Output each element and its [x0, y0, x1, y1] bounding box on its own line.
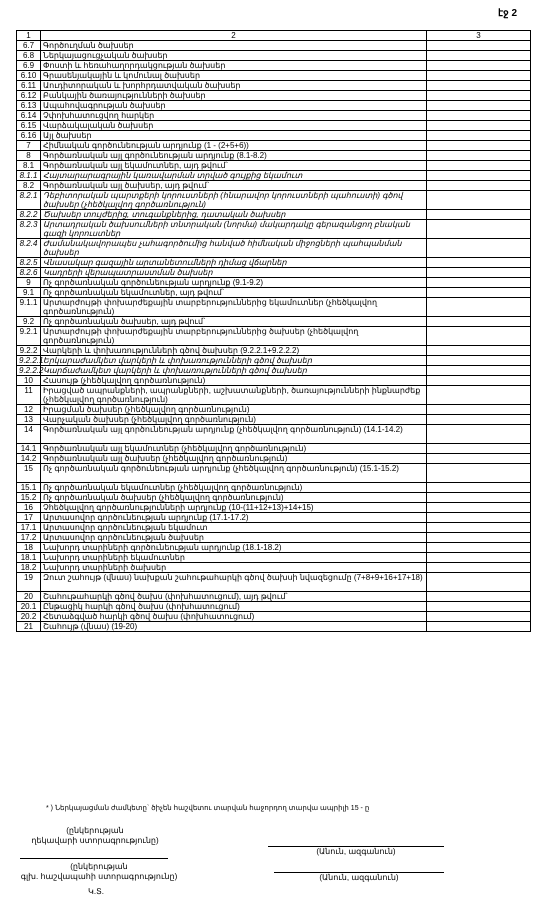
- row-value-cell[interactable]: [427, 622, 531, 632]
- row-value-cell[interactable]: [427, 191, 531, 210]
- row-code: 9: [17, 278, 41, 288]
- row-value-cell[interactable]: [427, 592, 531, 602]
- row-value-cell[interactable]: [427, 405, 531, 415]
- row-code: 20.2: [17, 612, 41, 622]
- row-description: Գործուղման ծախսեր: [41, 41, 427, 51]
- row-description: Աուդիտորական և խորհրդատվական ծախսեր: [41, 81, 427, 91]
- table-row: [17, 298, 531, 317]
- row-code: 19: [17, 573, 41, 592]
- accountant-signature-line: [20, 858, 168, 859]
- header-col-2: 2: [41, 31, 427, 41]
- table-row: [17, 415, 531, 425]
- table-row: [17, 493, 531, 503]
- row-value-cell[interactable]: [427, 444, 531, 454]
- footnote: * ) Ներկայացման ժամկետը` ծիչեն հաշվետու տարվան հաջորդող տարվա ապրիլի 15 - ը: [46, 805, 370, 812]
- table-row: [17, 483, 531, 493]
- table-header-row: [17, 31, 531, 41]
- header-col-3: 3: [427, 31, 531, 41]
- row-code: 17: [17, 513, 41, 523]
- row-code: 7: [17, 141, 41, 151]
- accountant-signature-label-line2: գլխ. հաշվապահի ստորագրությունը): [20, 872, 178, 881]
- row-code: 9.2.2: [17, 346, 41, 356]
- row-description: Հասույթ (չհեծկալվող գործառնություն): [41, 376, 427, 386]
- row-value-cell[interactable]: [427, 161, 531, 171]
- row-code: 6.9: [17, 61, 41, 71]
- row-description: Արտադրական ծախսումների տնտրական (նորմա) մակարդակը գերազանցող բնական գազի կորուստներ: [41, 220, 427, 239]
- table-row: [17, 543, 531, 553]
- row-code: 17.1: [17, 523, 41, 533]
- table-row: [17, 503, 531, 513]
- row-description: Ոչ գործառնական ծախսեր (չհեծկալվող գործառնություն): [41, 493, 427, 503]
- row-value-cell[interactable]: [427, 543, 531, 553]
- row-value-cell[interactable]: [427, 464, 531, 483]
- table-row: [17, 356, 531, 366]
- row-code: 6.13: [17, 101, 41, 111]
- table-row: [17, 346, 531, 356]
- row-code: 20.1: [17, 602, 41, 612]
- row-description: Ոչ գործառնական գործունեության արդյունք (չհեծկալվող գործառնություն) (15.1-15.2): [41, 464, 427, 483]
- row-value-cell[interactable]: [427, 327, 531, 346]
- row-description: Ոչ գործառնական ծախսեր, այդ թվում`: [41, 317, 427, 327]
- row-code: 14: [17, 425, 41, 444]
- row-value-cell[interactable]: [427, 101, 531, 111]
- row-code: 6.12: [17, 91, 41, 101]
- row-value-cell[interactable]: [427, 523, 531, 533]
- row-code: 18.1: [17, 553, 41, 563]
- row-value-cell[interactable]: [427, 268, 531, 278]
- row-value-cell[interactable]: [427, 513, 531, 523]
- row-description: Նախորդ տարիների ծախսեր: [41, 563, 427, 573]
- table-row: [17, 533, 531, 543]
- table-row: [17, 278, 531, 288]
- row-value-cell[interactable]: [427, 386, 531, 405]
- row-value-cell[interactable]: [427, 151, 531, 161]
- row-code: 8.2.2: [17, 210, 41, 220]
- row-description: Այլ ծախսեր: [41, 131, 427, 141]
- table-row: [17, 444, 531, 454]
- table-row: [17, 220, 531, 239]
- row-code: 9.2.2.1: [17, 356, 41, 366]
- row-code: 8.2.4: [17, 239, 41, 258]
- header-col-1: 1: [17, 31, 41, 41]
- row-description: Արտասովոր գործունեության արդյունք (17.1-17.2): [41, 513, 427, 523]
- row-description: Երկարաժամկետ վարկերի և փոխառությունների գծով ծախսեր: [41, 356, 427, 366]
- row-description: Նախորդ տարիների գործունեության արդյունք (18.1-18.2): [41, 543, 427, 553]
- row-code: 9.1.1: [17, 298, 41, 317]
- table-row: [17, 454, 531, 464]
- accountant-signature-label: [14, 862, 184, 882]
- row-code: 18.2: [17, 563, 41, 573]
- row-code: 6.16: [17, 131, 41, 141]
- table-row: [17, 101, 531, 111]
- table-row: [17, 210, 531, 220]
- row-value-cell[interactable]: [427, 366, 531, 376]
- head-name-label: (Անուն, ազգանուն): [316, 847, 396, 856]
- table-row: [17, 327, 531, 346]
- row-description: Շահույթ (վնաս) (19-20): [41, 622, 427, 632]
- row-code: 17.2: [17, 533, 41, 543]
- row-value-cell[interactable]: [427, 171, 531, 181]
- row-code: 8: [17, 151, 41, 161]
- row-code: 14.2: [17, 454, 41, 464]
- row-description: Արտարժույթի փոխարժեքային տարբերություններից ծախսեր (չհեծկալվող գործառնություն): [41, 327, 427, 346]
- row-value-cell[interactable]: [427, 573, 531, 592]
- row-code: 10: [17, 376, 41, 386]
- row-code: 15.1: [17, 483, 41, 493]
- row-value-cell[interactable]: [427, 602, 531, 612]
- row-description: Կարճաժամկետ վարկերի և փոխառությունների գծով ծախսեր: [41, 366, 427, 376]
- table-row: [17, 612, 531, 622]
- row-value-cell[interactable]: [427, 563, 531, 573]
- table-row: [17, 317, 531, 327]
- row-value-cell[interactable]: [427, 376, 531, 386]
- row-description: Գործառնական այլ գործունեության արդյունք (չհեծկալվող գործառնություն) (14.1-14.2): [41, 425, 427, 444]
- row-description: Գործառնական այլ ծախսեր (չհեծկալվող գործառնություն): [41, 454, 427, 464]
- row-code: 8.1.1: [17, 171, 41, 181]
- table-row: [17, 386, 531, 405]
- table-row: [17, 258, 531, 268]
- row-value-cell[interactable]: [427, 71, 531, 81]
- row-code: 9.1: [17, 288, 41, 298]
- row-code: 9.2: [17, 317, 41, 327]
- row-description: Գրասենյակային և կոմունալ ծախսեր: [41, 71, 427, 81]
- row-description: Արտասովոր գործունեության ծախսեր: [41, 533, 427, 543]
- row-code: 6.15: [17, 121, 41, 131]
- table-row: [17, 425, 531, 444]
- row-description: Վնասակար գազային արտանետումների դիմաց վճարներ: [41, 258, 427, 268]
- table-row: [17, 141, 531, 151]
- row-code: 14.1: [17, 444, 41, 454]
- row-description: Վարչական ծախսեր (չհեծկալվող գործառնություն): [41, 415, 427, 425]
- row-code: 11: [17, 386, 41, 405]
- row-description: Շահութահարկի գծով ծախս (փոխհատուցում), այդ թվում`: [41, 592, 427, 602]
- row-code: 8.2.6: [17, 268, 41, 278]
- row-code: 20: [17, 592, 41, 602]
- row-value-cell[interactable]: [427, 454, 531, 464]
- row-value-cell[interactable]: [427, 298, 531, 317]
- table-row: [17, 151, 531, 161]
- table-row: [17, 563, 531, 573]
- row-value-cell[interactable]: [427, 210, 531, 220]
- row-code: 12: [17, 405, 41, 415]
- stamp-place: Կ.Տ.: [88, 887, 104, 896]
- table-row: [17, 573, 531, 592]
- row-value-cell[interactable]: [427, 553, 531, 563]
- row-value-cell[interactable]: [427, 288, 531, 298]
- row-value-cell[interactable]: [427, 141, 531, 151]
- row-description: Ապահովագրության ծախսեր: [41, 101, 427, 111]
- row-description: Բանկային ծառայությունների ծախսեր: [41, 91, 427, 101]
- page-number: էջ 2: [498, 8, 518, 19]
- row-description: Գործառնական այլ եկամուտներ (չհեծկալվող գործառնություն): [41, 444, 427, 454]
- row-code: 8.2.5: [17, 258, 41, 268]
- row-description: Գործառնական այլ գործունեության արդյունք (8.1-8.2): [41, 151, 427, 161]
- accountant-name-label: (Անուն, ազգանուն): [319, 873, 399, 882]
- row-description: Փոստի և հեռահաղորդակցության ծախսեր: [41, 61, 427, 71]
- row-code: 6.8: [17, 51, 41, 61]
- head-signature-label-line1: (ընկերության: [66, 826, 124, 835]
- row-value-cell[interactable]: [427, 612, 531, 622]
- row-value-cell[interactable]: [427, 493, 531, 503]
- row-code: 8.2.3: [17, 220, 41, 239]
- table-row: [17, 71, 531, 81]
- table-row: [17, 81, 531, 91]
- row-code: 8.2.1: [17, 191, 41, 210]
- row-code: 18: [17, 543, 41, 553]
- row-code: 6.7: [17, 41, 41, 51]
- row-code: 8.2: [17, 181, 41, 191]
- table-row: [17, 376, 531, 386]
- row-value-cell[interactable]: [427, 346, 531, 356]
- row-value-cell[interactable]: [427, 61, 531, 71]
- table-row: [17, 239, 531, 258]
- row-value-cell[interactable]: [427, 220, 531, 239]
- row-description: Իրացված ապրանքների, ապրանքների, աշխատանքների, ծառայությունների ինքնարժեք (չհեծկալվող գործառնություն): [41, 386, 427, 405]
- table-row: [17, 553, 531, 563]
- head-signature-label: [20, 826, 170, 846]
- row-description: Հայտարարագրային կառավարման տրված գույքից եկամուտ: [41, 171, 427, 181]
- row-value-cell[interactable]: [427, 111, 531, 121]
- row-code: 15: [17, 464, 41, 483]
- row-description: Չհեծկալվող գործառնությունների արդյունք (10-(11+12+13)+14+15): [41, 503, 427, 513]
- table-row: [17, 51, 531, 61]
- row-value-cell[interactable]: [427, 51, 531, 61]
- table-row: [17, 464, 531, 483]
- row-value-cell[interactable]: [427, 356, 531, 366]
- row-value-cell[interactable]: [427, 415, 531, 425]
- row-description: Ոչ գործառնական եկամուտներ, այդ թվում`: [41, 288, 427, 298]
- table-row: [17, 91, 531, 101]
- row-value-cell[interactable]: [427, 239, 531, 258]
- row-code: 6.10: [17, 71, 41, 81]
- table-row: [17, 513, 531, 523]
- table-row: [17, 191, 531, 210]
- row-value-cell[interactable]: [427, 533, 531, 543]
- row-description: Իրացման ծախսեր (չհեծկալվող գործառնություն): [41, 405, 427, 415]
- accountant-signature-label-line1: (ընկերության: [70, 862, 128, 871]
- row-description: Նախորդ տարիների եկամուտներ: [41, 553, 427, 563]
- row-value-cell[interactable]: [427, 503, 531, 513]
- row-description: Հիմնական գործունեության արդյունք (1 - (2+5+6)): [41, 141, 427, 151]
- row-value-cell[interactable]: [427, 317, 531, 327]
- row-code: 8.1: [17, 161, 41, 171]
- table-row: [17, 171, 531, 181]
- row-value-cell[interactable]: [427, 278, 531, 288]
- row-code: 9.2.1: [17, 327, 41, 346]
- table-row: [17, 366, 531, 376]
- row-code: 21: [17, 622, 41, 632]
- row-description: Վարձակալական ծախսեր: [41, 121, 427, 131]
- table-row: [17, 523, 531, 533]
- row-description: Չփոխհատուցվող հարկեր: [41, 111, 427, 121]
- row-description: Ոչ գործառնական գործունեության արդյունք (9.1-9.2): [41, 278, 427, 288]
- table-row: [17, 288, 531, 298]
- row-description: Ներկայացուցչական ծախսեր: [41, 51, 427, 61]
- row-value-cell[interactable]: [427, 425, 531, 444]
- row-description: Վարկերի և փոխառությունների գծով ծախսեր (9.2.2.1+9.2.2.2): [41, 346, 427, 356]
- row-description: Կադրերի վերապատրաստման ծախսեր: [41, 268, 427, 278]
- row-description: Արտասովոր գործունեության եկամուտ: [41, 523, 427, 533]
- table-row: [17, 181, 531, 191]
- row-description: Գործառնական այլ ծախսեր, այդ թվում`: [41, 181, 427, 191]
- row-description: Ծախսեր տույժերից, տուգանքներից, դատական ծախսեր: [41, 210, 427, 220]
- row-value-cell[interactable]: [427, 91, 531, 101]
- row-code: 9.2.2.2: [17, 366, 41, 376]
- row-code: 15.2: [17, 493, 41, 503]
- row-description: Արտարժույթի փոխարժեքային տարբերություններից եկամուտներ (չհեծկալվող գործառնություն): [41, 298, 427, 317]
- financial-results-table: [16, 30, 531, 632]
- row-code: 6.14: [17, 111, 41, 121]
- table-row: [17, 268, 531, 278]
- row-description: Ընթացիկ հարկի գծով ծախս (փոխհատուցում): [41, 602, 427, 612]
- table-row: [17, 592, 531, 602]
- row-code: 6.11: [17, 81, 41, 91]
- table-row: [17, 161, 531, 171]
- table-row: [17, 131, 531, 141]
- row-value-cell[interactable]: [427, 181, 531, 191]
- row-description: Ոչ գործառնական եկամուտներ (չհեծկալվող գործառնություն): [41, 483, 427, 493]
- row-value-cell[interactable]: [427, 121, 531, 131]
- table-row: [17, 602, 531, 612]
- table-row: [17, 61, 531, 71]
- head-signature-label-line2: ղեկավարի ստորագրությունը): [31, 836, 159, 845]
- table-row: [17, 41, 531, 51]
- table-row: [17, 405, 531, 415]
- row-code: 13: [17, 415, 41, 425]
- row-value-cell[interactable]: [427, 81, 531, 91]
- row-value-cell[interactable]: [427, 41, 531, 51]
- table-row: [17, 121, 531, 131]
- row-value-cell[interactable]: [427, 258, 531, 268]
- row-description: Դեբիտորական պարտքերի կորուստների (հնարավոր կորուստների պահուստի) գծով ծախսեր (չհեծկալվող գործառնություն): [41, 191, 427, 210]
- row-value-cell[interactable]: [427, 483, 531, 493]
- row-description: Գործառնական այլ եկամուտներ, այդ թվում`: [41, 161, 427, 171]
- row-code: 16: [17, 503, 41, 513]
- row-description: Հետաձգված հարկի գծով ծախս (փոխհատուցում): [41, 612, 427, 622]
- table-row: [17, 622, 531, 632]
- row-value-cell[interactable]: [427, 131, 531, 141]
- row-description: Զուտ շահույթ (վնաս) նախքան շահութահարկի գծով ծախսի նվազեցումը (7+8+9+16+17+18): [41, 573, 427, 592]
- table-row: [17, 111, 531, 121]
- row-description: Ժամանակավորապես չահագործումից հանված հիմնական միջոցների պահպանման ծախսեր: [41, 239, 427, 258]
